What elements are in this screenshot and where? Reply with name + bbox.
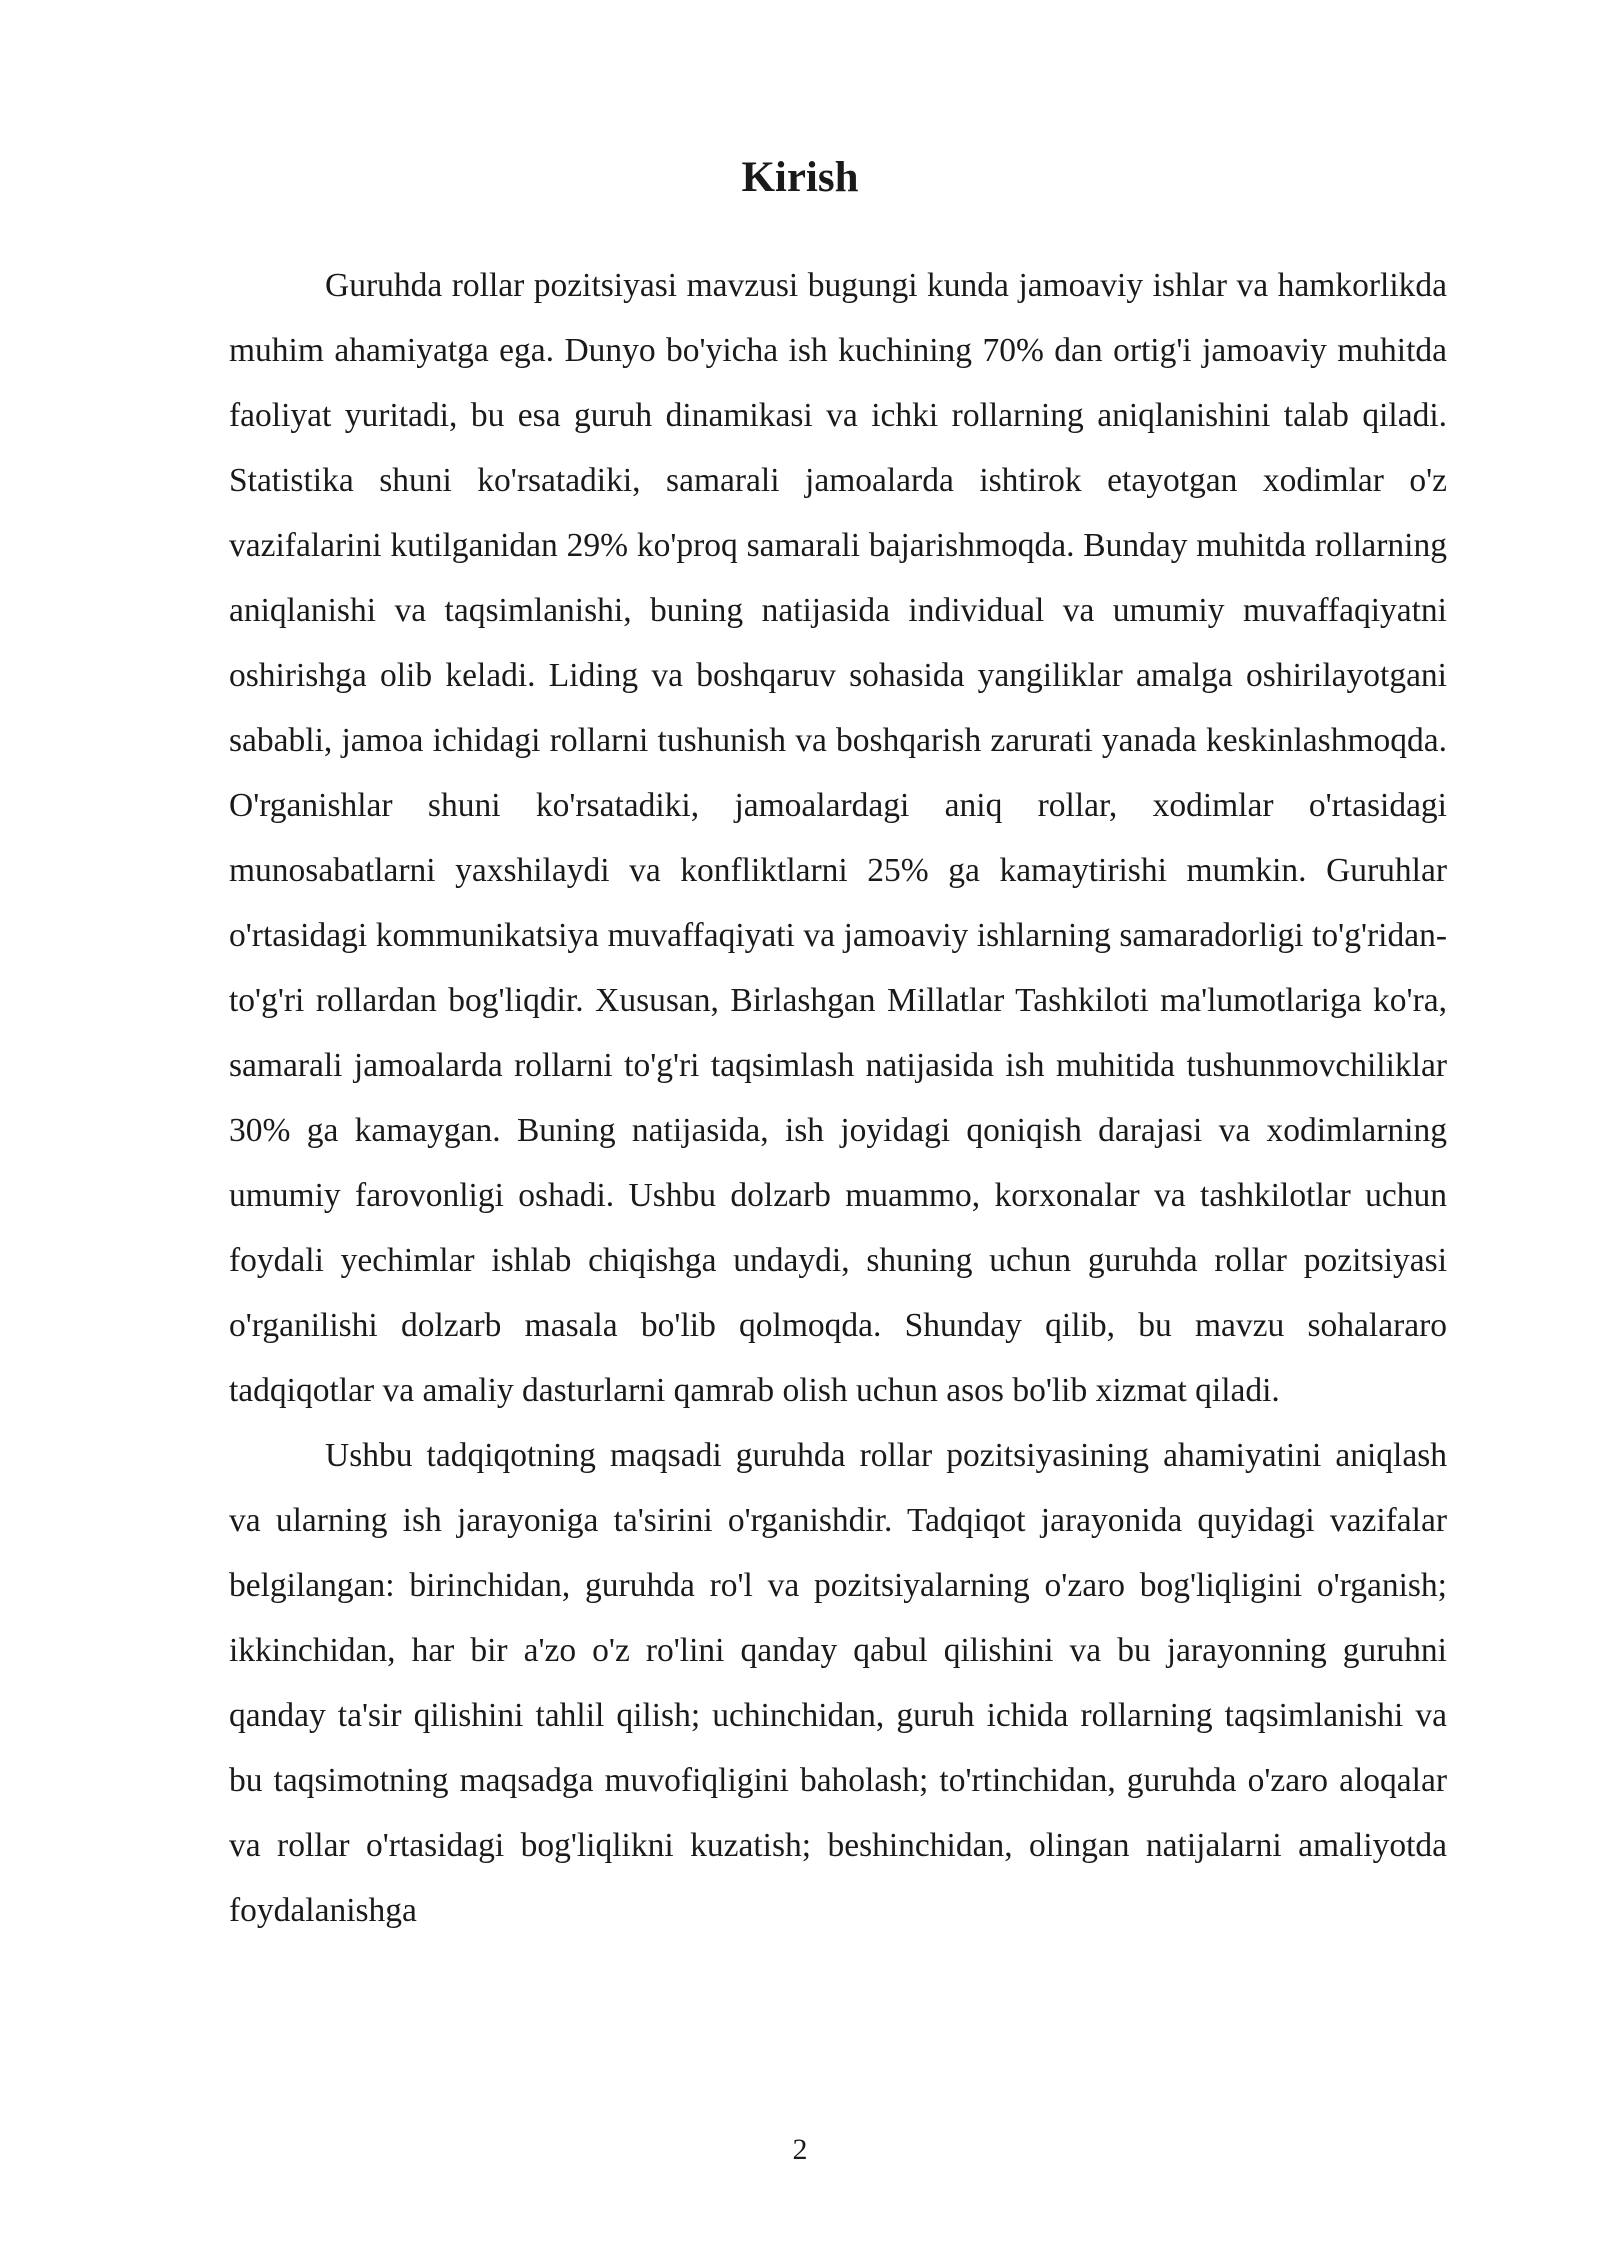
body-text [229, 253, 1447, 1943]
paragraph-1: Guruhda rollar pozitsiyasi mavzusi bugungi kunda jamoaviy ishlar va hamkorlikda muhim ahamiyatga ega. Dunyo bo'yicha ish kuchining 70% dan ortig'i jamoaviy muhitda faoliyat yuritadi, bu esa guruh dinamikasi va ichki rollarning aniqlanishini talab qiladi. Statistika shuni ko'rsatadiki, samarali jamoalarda ishtirok etayotgan xodimlar o'z vazifalarini kutilganidan 29% ko'proq samarali bajarishmoqda. Bunday muhitda rollarning aniqlanishi va taqsimlanishi, buning natijasida individual va umumiy muvaffaqiyatni oshirishga olib keladi. Liding va boshqaruv sohasida yangiliklar amalga oshirilayotgani sababli, jamoa ichidagi rollarni tushunish va boshqarish zarurati yanada keskinlashmoqda. O'rganishlar shuni ko'rsatadiki, jamoalardagi aniq rollar, xodimlar o'rtasidagi munosabatlarni yaxshilaydi va konfliktlarni 25% ga kamaytirishi mumkin. Guruhlar o'rtasidagi kommunikatsiya muvaffaqiyati va jamoaviy ishlarning samaradorligi to'g'ridan-to'g'ri rollardan bog'liqdir. Xususan, Birlashgan Millatlar Tashkiloti ma'lumotlariga ko'ra, samarali jamoalarda rollarni to'g'ri taqsimlash natijasida ish muhitida tushunmovchiliklar 30% ga kamaygan. Buning natijasida, ish joyidagi qoniqish darajasi va xodimlarning umumiy farovonligi oshadi. Ushbu dolzarb muammo, korxonalar va tashkilotlar uchun foydali yechimlar ishlab chiqishga undaydi, shuning uchun guruhda rollar pozitsiyasi o'rganilishi dolzarb masala bo'lib qolmoqda. Shunday qilib, bu mavzu sohalararo tadqiqotlar va amaliy dasturlarni qamrab olish uchun asos bo'lib xizmat qiladi. [229, 267, 1447, 1409]
page-title: Kirish [741, 154, 859, 201]
page-number: 2 [792, 2133, 808, 2166]
paragraph-2: Ushbu tadqiqotning maqsadi guruhda rollar pozitsiyasining ahamiyatini aniqlash va ularning ish jarayoniga ta'sirini o'rganishdir. Tadqiqot jarayonida quyidagi vazifalar belgilangan: birinchidan, guruhda ro'l va pozitsiyalarning o'zaro bog'liqligini o'rganish; ikkinchidan, har bir a'zo o'z ro'lini qanday qabul qilishini va bu jarayonning guruhni qanday ta'sir qilishini tahlil qilish; uchinchidan, guruh ichida rollarning taqsimlanishi va bu taqsimotning maqsadga muvofiqligini baholash; to'rtinchidan, guruhda o'zaro aloqalar va rollar o'rtasidagi bog'liqlikni kuzatish; beshinchidan, olingan natijalarni amaliyotda foydalanishga [229, 1437, 1447, 1929]
